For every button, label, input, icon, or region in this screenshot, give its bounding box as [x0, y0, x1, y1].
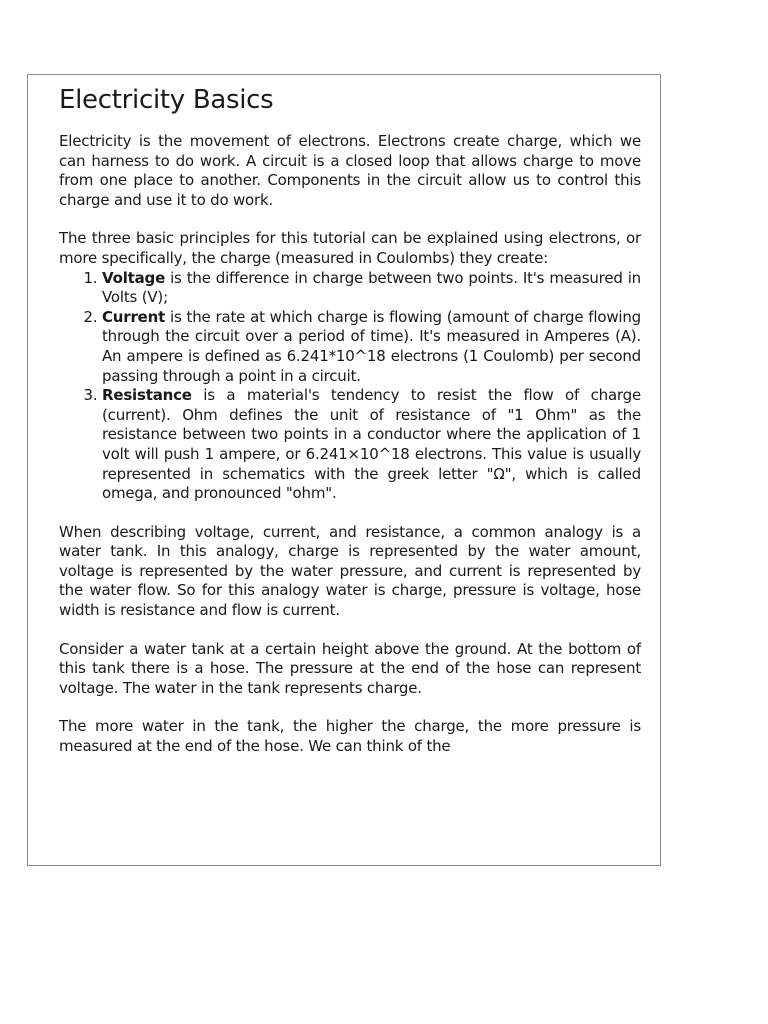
- principle-term: Current: [102, 307, 166, 326]
- paragraph-water-analogy: When describing voltage, current, and resistance, a common analogy is a water tank. In this analogy, charge is represented by the water amount, voltage is represented by the water pressure, and current is represented by the water flow. So for this analogy water is charge, pressure is voltage, hose width is resistance and flow is current.: [59, 522, 641, 620]
- principle-resistance: [102, 386, 641, 504]
- paragraph-intro: Electricity is the movement of electrons. Electrons create charge, which we can harness to do work. A circuit is a closed loop that allows charge to move from one place to another. Components in the circuit allow us to control this charge and use it to do work.: [59, 132, 641, 209]
- paragraph-pressure: The more water in the tank, the higher the charge, the more pressure is measured at the end of the hose. We can think of the: [59, 717, 641, 756]
- principle-text: is the rate at which charge is flowing (amount of charge flowing through the circuit over a period of time). It's measured in Amperes (A). An ampere is defined as 6.241*10^18 electrons (1 Coulomb) per second passing through a point in a circuit.: [102, 307, 641, 385]
- principle-current: [102, 308, 641, 386]
- principle-voltage: [102, 269, 641, 308]
- paragraph-water-tank: Consider a water tank at a certain height above the ground. At the bottom of this tank there is a hose. The pressure at the end of the hose can represent voltage. The water in the tank represents charge.: [59, 639, 641, 697]
- principles-list: [59, 269, 641, 504]
- document-title: Electricity Basics: [59, 85, 274, 115]
- principle-term: Resistance: [102, 386, 192, 405]
- principle-text: is a material's tendency to resist the flow of charge (current). Ohm defines the unit of resistance of "1 Ohm" as the resistance between two points in a conductor where the application of 1 volt will push 1 ampere, or 6.241×10^18 electrons. This value is usually represented in schematics with the greek letter "Ω", which is called omega, and pronounced "ohm".: [102, 386, 641, 503]
- paragraph-principles-intro: The three basic principles for this tutorial can be explained using electrons, or more specifically, the charge (measured in Coulombs) they create:: [59, 229, 641, 267]
- document-body: [59, 82, 641, 757]
- principle-term: Voltage: [102, 268, 166, 287]
- principle-text: is the difference in charge between two points. It's measured in Volts (V);: [102, 268, 641, 307]
